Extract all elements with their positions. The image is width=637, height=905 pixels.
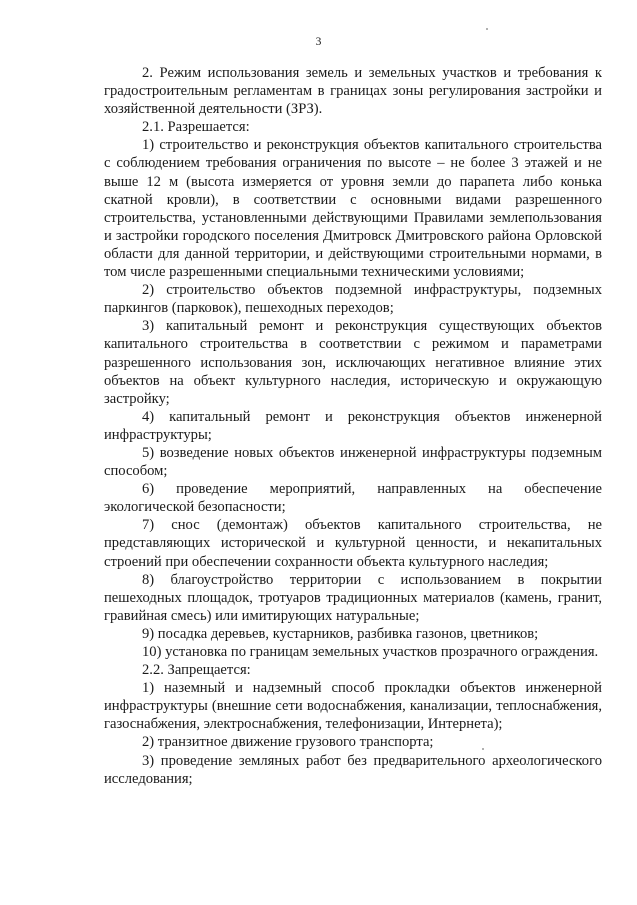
allowed-item-8: 8) благоустройство территории с использованием в покрытии пешеходных площадок, тротуаров традиционных материалов (камень, гранит, гравийная смесь) или имитирующих натуральные; xyxy=(104,571,602,624)
allowed-item-10: 10) установка по границам земельных участков прозрачного ограждения. xyxy=(142,644,599,660)
subsection-2-1-heading: 2.1. Разрешается: xyxy=(142,119,250,136)
allowed-item-9: 9) посадка деревьев, кустарников, разбивка газонов, цветников; xyxy=(142,625,539,642)
scan-speck xyxy=(482,748,484,750)
allowed-item-6: 6) проведение мероприятий, направленных на обеспечение экологической безопасности; xyxy=(104,481,602,516)
allowed-item-7: 7) снос (демонтаж) объектов капитального строительства, не представляющих исторической и культурной ценности, и некапитальных строений при обеспечении сохранности объекта культурного наследия; xyxy=(104,517,602,570)
prohibited-item-3: 3) проведение земляных работ без предварительного археологического исследования; xyxy=(104,752,602,787)
scan-speck xyxy=(486,28,488,30)
prohibited-item-2: 2) транзитное движение грузового транспорта; xyxy=(142,734,434,751)
page-number: 3 xyxy=(315,36,322,48)
allowed-item-2: 2) строительство объектов подземной инфраструктуры, подземных паркингов (парковок), пешеходных переходов; xyxy=(104,282,602,317)
allowed-item-3: 3) капитальный ремонт и реконструкция существующих объектов капитального строительства в соответствии с режимом и параметрами разрешенного использования зон, исключающих негативное влияние этих объектов на объект культурного наследия, историческую и окружающую застройку; xyxy=(104,318,602,407)
document-body xyxy=(104,64,602,788)
prohibited-item-1: 1) наземный и надземный способ прокладки объектов инженерной инфраструктуры (внешние сети водоснабжения, канализации, теплоснабжения, газоснабжения, электроснабжения, телефонизации, Интернета); xyxy=(104,680,602,733)
section-2-heading: 2. Режим использования земель и земельных участков и требования к градостроительным регламентам в границах зоны регулирования застройки и хозяйственной деятельности (ЗРЗ). xyxy=(104,65,602,118)
subsection-2-2-heading: 2.2. Запрещается: xyxy=(142,662,251,679)
allowed-item-5: 5) возведение новых объектов инженерной инфраструктуры подземным способом; xyxy=(104,444,602,480)
allowed-item-4: 4) капитальный ремонт и реконструкция объектов инженерной инфраструктуры; xyxy=(104,408,602,443)
allowed-item-1: 1) строительство и реконструкция объектов капитального строительства с соблюдением требования ограничения по высоте – не более 3 этажей и не выше 12 м (высота измеряется от уровня земли до парапета либо конька скатной кровли), в соответствии с основными видами разрешенного строительства, установленными действующими Правилами землепользования и застройки городского поселения Дмитровск Дмитровского района Орловской области для данной территории, и действующими строительными нормами, в том числе разрешенными специальными техническими условиями; xyxy=(104,137,602,281)
